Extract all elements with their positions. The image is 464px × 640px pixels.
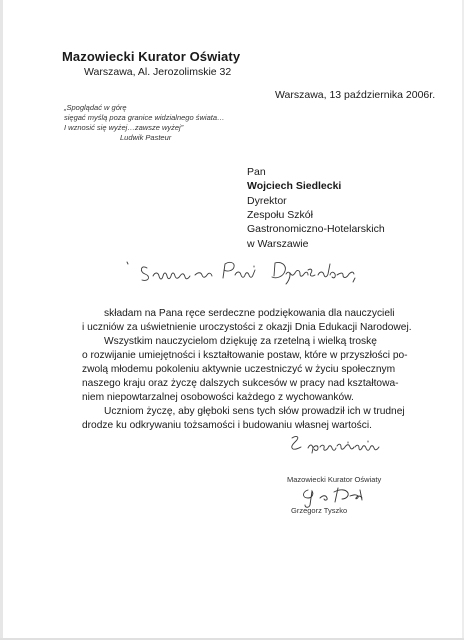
signature bbox=[298, 484, 378, 508]
body-line-6: naszego kraju oraz życzę dalszych sukcesów w pracy nad kształtowa- bbox=[82, 378, 399, 389]
handwritten-closing bbox=[288, 432, 388, 454]
handwritten-greeting bbox=[125, 258, 365, 288]
letterhead-address: Warszawa, Al. Jerozolimskie 32 bbox=[84, 66, 232, 78]
body-line-9: drodze ku odkrywaniu tożsamości i budowaniu własnej wartości. bbox=[82, 420, 372, 431]
recipient-line-2: Zespołu Szkół bbox=[247, 209, 313, 221]
body-line-8: Uczniom życzę, aby głęboki sens tych słów prowadził ich w trudnej bbox=[104, 406, 405, 417]
quote-line-2: sięgać myślą poza granice widzialnego świata… bbox=[64, 113, 225, 122]
body-line-3: Wszystkim nauczycielom dziękuję za rzetelną i wielką troskę bbox=[104, 336, 377, 347]
quote-line-3: I wznosić się wyżej…zawsze wyżej” bbox=[64, 123, 184, 132]
quote-author: Ludwik Pasteur bbox=[120, 133, 172, 142]
body-line-2: i uczniów za uświetnienie uroczystości z okazji Dnia Edukacji Narodowej. bbox=[82, 322, 412, 333]
stamp-title: Mazowiecki Kurator Oświaty bbox=[287, 475, 382, 484]
quote-line-1: „Spoglądać w górę bbox=[64, 103, 127, 112]
recipient-line-3: Gastronomiczno-Hotelarskich bbox=[247, 223, 385, 235]
letter-date: Warszawa, 13 października 2006r. bbox=[275, 89, 436, 101]
letter-body bbox=[84, 308, 439, 448]
recipient-line-4: w Warszawie bbox=[247, 238, 309, 250]
recipient-name: Wojciech Siedlecki bbox=[247, 180, 342, 192]
recipient-line-1: Dyrektor bbox=[247, 195, 287, 207]
scan-edge-left bbox=[0, 0, 3, 640]
body-line-4: o rozwijanie umiejętności i kształtowanie postaw, które w przyszłości po- bbox=[82, 350, 408, 361]
body-line-5: zwolą młodemu pokoleniu aktywnie uczestniczyć w życiu społecznym bbox=[82, 364, 396, 375]
recipient-salutation: Pan bbox=[247, 166, 266, 178]
body-line-1: składam na Pana ręce serdeczne podziękowania dla nauczycieli bbox=[104, 308, 395, 319]
body-line-7: niem niepowtarzalnej osobowości każdego z wychowanków. bbox=[82, 392, 354, 403]
stamp-name: Grzegorz Tyszko bbox=[291, 506, 348, 515]
letterhead-org: Mazowiecki Kurator Oświaty bbox=[62, 49, 241, 64]
